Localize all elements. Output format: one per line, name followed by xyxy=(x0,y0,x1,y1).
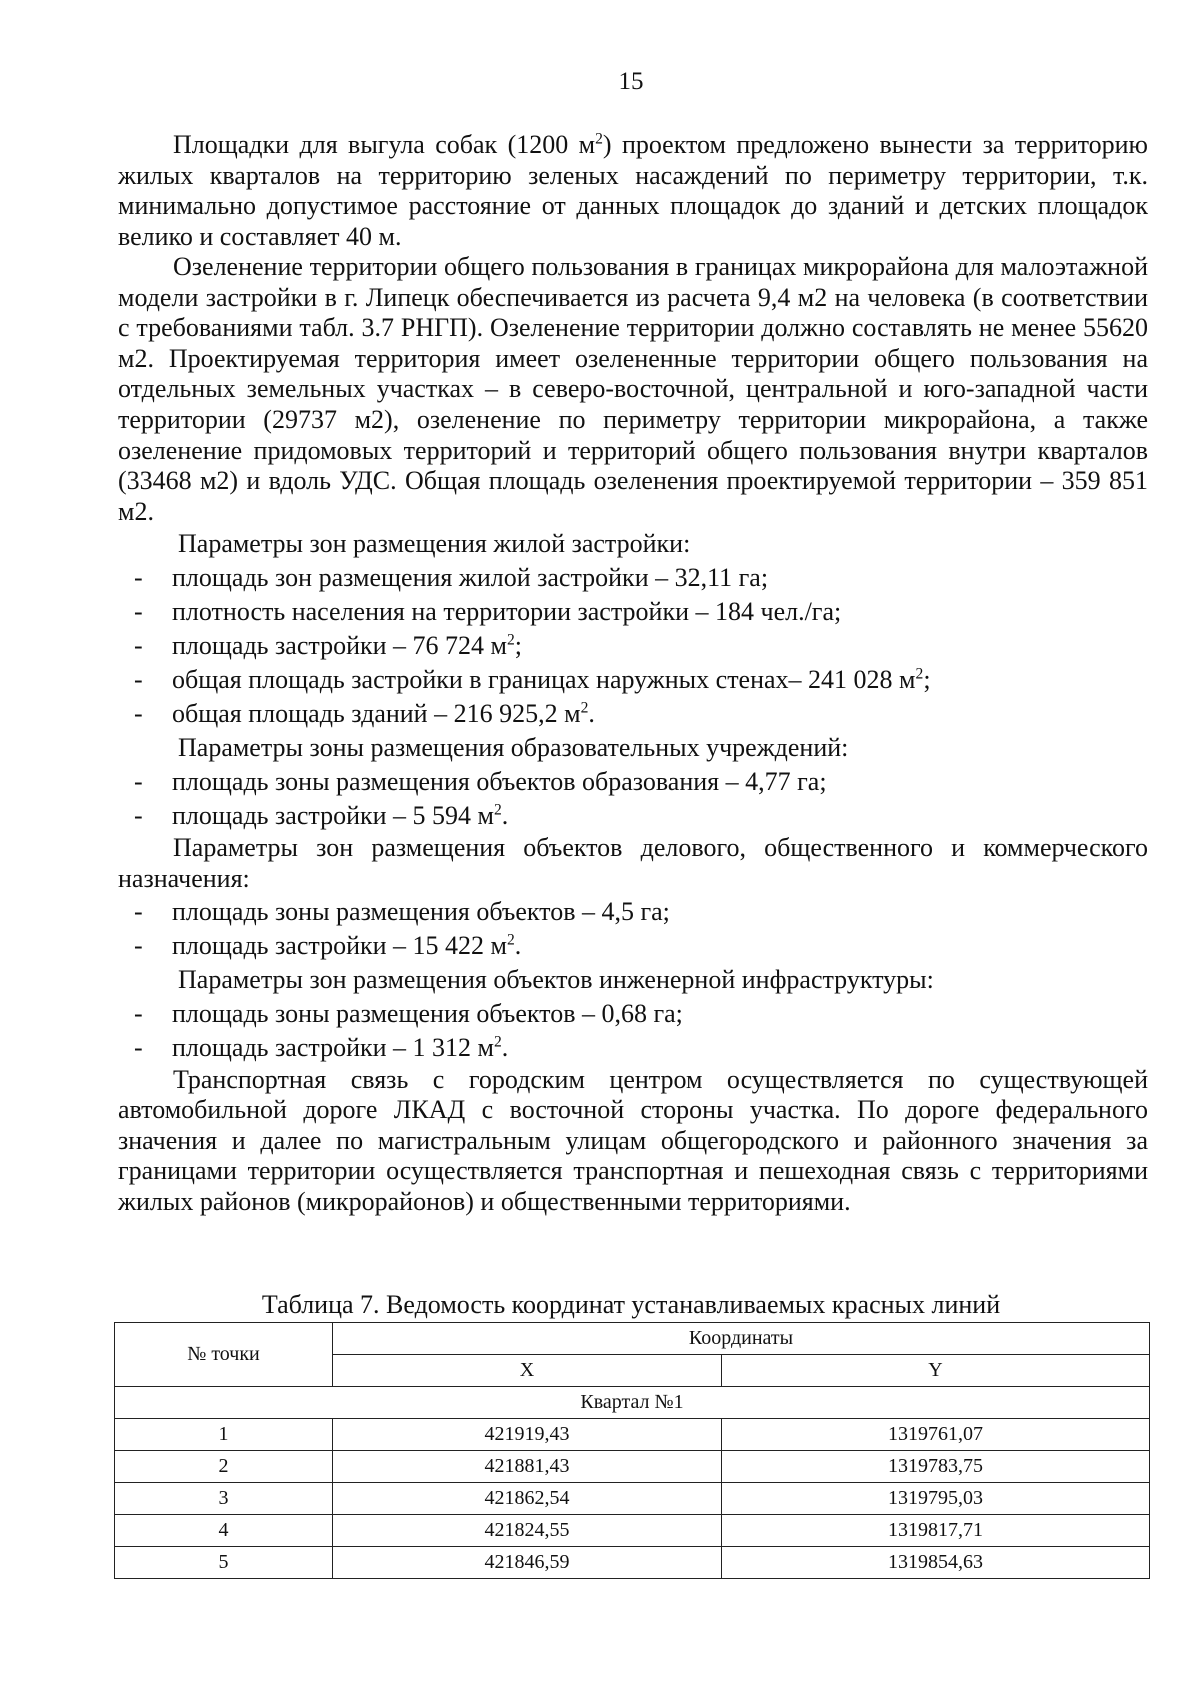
list-item-tail: . xyxy=(588,699,595,729)
list-item-text: общая площадь зданий – 216 925,2 м xyxy=(172,699,581,729)
section-title: Параметры зон размещения объектов делового, общественного и коммерческого назначения: xyxy=(118,833,1148,893)
list-item-text: площадь зон размещения жилой застройки – 32,11 га; xyxy=(172,563,769,593)
list-item-text: площадь зоны размещения объектов – 4,5 га; xyxy=(172,896,670,926)
cell-point: 5 xyxy=(115,1547,333,1579)
bullet-marker: - xyxy=(134,699,143,729)
table-row xyxy=(115,1483,1150,1515)
bullet-marker: - xyxy=(134,801,143,831)
table-caption: Таблица 7. Ведомость координат устанавливаемых красных линий xyxy=(261,1290,1001,1319)
table-row xyxy=(115,1419,1150,1451)
table-row xyxy=(115,1451,1150,1483)
cell-y: 1319761,07 xyxy=(722,1419,1150,1451)
bullet-marker: - xyxy=(134,896,143,926)
list-item-text: общая площадь застройки в границах наружных стенах– 241 028 м xyxy=(172,665,916,695)
table-header-row xyxy=(115,1323,1150,1355)
bullet-marker: - xyxy=(134,1032,143,1062)
document-body-main xyxy=(118,252,1148,1218)
superscript: 2 xyxy=(506,930,515,948)
list-item xyxy=(118,929,1148,963)
list-item-text: площадь застройки – 15 422 м xyxy=(172,930,507,960)
list-item-text: площадь зоны размещения объектов – 0,68 га; xyxy=(172,998,683,1028)
list-item-tail: . xyxy=(514,930,522,960)
bullet-marker: - xyxy=(134,767,143,797)
list-item xyxy=(118,895,1148,929)
list-item xyxy=(118,697,1148,731)
cell-x: 421824,55 xyxy=(333,1515,722,1547)
parameter-sections xyxy=(118,527,1148,1064)
bullet-marker: - xyxy=(134,998,143,1028)
table-row xyxy=(115,1547,1150,1579)
paragraph-transport: Транспортная связь с городским центром осуществляется по существующей автомобильной дороге ЛКАД с восточной стороны участка. По дороге федерального значения и далее по магистральным улицам общегородского и районного значения за границами территории осуществляется транспортная и пешеходная связь с территориями жилых районов (микрорайонов) и общественными территориями. xyxy=(118,1064,1148,1216)
list-item-tail: ; xyxy=(514,631,523,661)
list-item xyxy=(118,561,1148,595)
paragraph-dog-areas: Площадки для выгула собак (1200 $м^2$) проектом предложено вынести за территорию жилых кварталов на территорию зеленых насаждений по периметру территории, т.к. минимально допустимое расстояние от данных площадок до зданий и детских площадок велико и составляет 40 м. xyxy=(118,130,1148,251)
section-title: Параметры зон размещения жилой застройки: xyxy=(178,529,691,559)
list-item-text: площадь застройки – 5 594 м xyxy=(172,801,494,831)
list-item xyxy=(118,595,1148,629)
list-item-text: площадь зоны размещения объектов образования – 4,77 га; xyxy=(172,767,827,797)
table-row xyxy=(115,1515,1150,1547)
list-item-text: площадь застройки – 76 724 м xyxy=(172,631,507,661)
cell-y: 1319817,71 xyxy=(722,1515,1150,1547)
bullet-marker: - xyxy=(134,930,143,960)
cell-y: 1319854,63 xyxy=(722,1547,1150,1579)
cell-point: 3 xyxy=(115,1483,333,1515)
header-x: X xyxy=(333,1355,722,1387)
cell-x: 421919,43 xyxy=(333,1419,722,1451)
section-title: Параметры зоны размещения образовательных учреждений: xyxy=(178,733,849,763)
header-y: Y xyxy=(722,1355,1150,1387)
list-item-tail: . xyxy=(501,1032,509,1062)
list-item-tail: . xyxy=(501,801,509,831)
bullet-marker: - xyxy=(134,631,143,661)
coordinates-table xyxy=(114,1322,1150,1579)
cell-y: 1319795,03 xyxy=(722,1483,1150,1515)
section-title: Параметры зон размещения объектов инженерной инфраструктуры: xyxy=(178,964,934,994)
list-item-text: площадь застройки – 1 312 м xyxy=(172,1032,494,1062)
list-item xyxy=(118,997,1148,1031)
paragraph-greening: Озеленение территории общего пользования в границах микрорайона для малоэтажной модели застройки в г. Липецк обеспечивается из расчета 9,4 м2 на человека (в соответствии с требованиями табл. 3.7 РНГП). Озеленение территории должно составлять не менее 55620 м2. Проектируемая территория имеет озелененные территории общего пользования на отдельных земельных участках – в северо-восточной, центральной и юго-западной части территории (29737 м2), озеленение по периметру территории микрорайона, а также озеленение придомовых территорий и территорий общего пользования внутри кварталов (33468 м2) и вдоль УДС. Общая площадь озеленения проектируемой территории – 359 851 м2. xyxy=(118,252,1148,526)
cell-y: 1319783,75 xyxy=(722,1451,1150,1483)
bullet-marker: - xyxy=(134,597,143,627)
document-body xyxy=(118,130,1148,252)
cell-x: 421846,59 xyxy=(333,1547,722,1579)
bullet-marker: - xyxy=(134,665,143,695)
cell-x: 421862,54 xyxy=(333,1483,722,1515)
list-item xyxy=(118,799,1148,833)
list-item-text: плотность населения на территории застройки – 184 чел./га; xyxy=(172,597,842,627)
cell-point: 1 xyxy=(115,1419,333,1451)
superscript: 2 xyxy=(493,1032,502,1050)
superscript: 2 xyxy=(915,665,924,683)
superscript: 2 xyxy=(493,801,502,819)
header-point-number: № точки xyxy=(115,1323,333,1387)
list-item-tail: ; xyxy=(923,665,931,695)
cell-point: 2 xyxy=(115,1451,333,1483)
list-item xyxy=(118,663,1148,697)
cell-point: 4 xyxy=(115,1515,333,1547)
superscript: 2 xyxy=(580,699,589,717)
superscript: 2 xyxy=(506,631,515,649)
page-number: 15 xyxy=(618,68,644,95)
group-label: Квартал №1 xyxy=(115,1387,1150,1419)
cell-x: 421881,43 xyxy=(333,1451,722,1483)
table-group-row xyxy=(115,1387,1150,1419)
list-item xyxy=(118,765,1148,799)
header-coordinates: Координаты xyxy=(333,1323,1150,1355)
bullet-marker: - xyxy=(134,563,143,593)
list-item xyxy=(118,1031,1148,1065)
list-item xyxy=(118,629,1148,663)
